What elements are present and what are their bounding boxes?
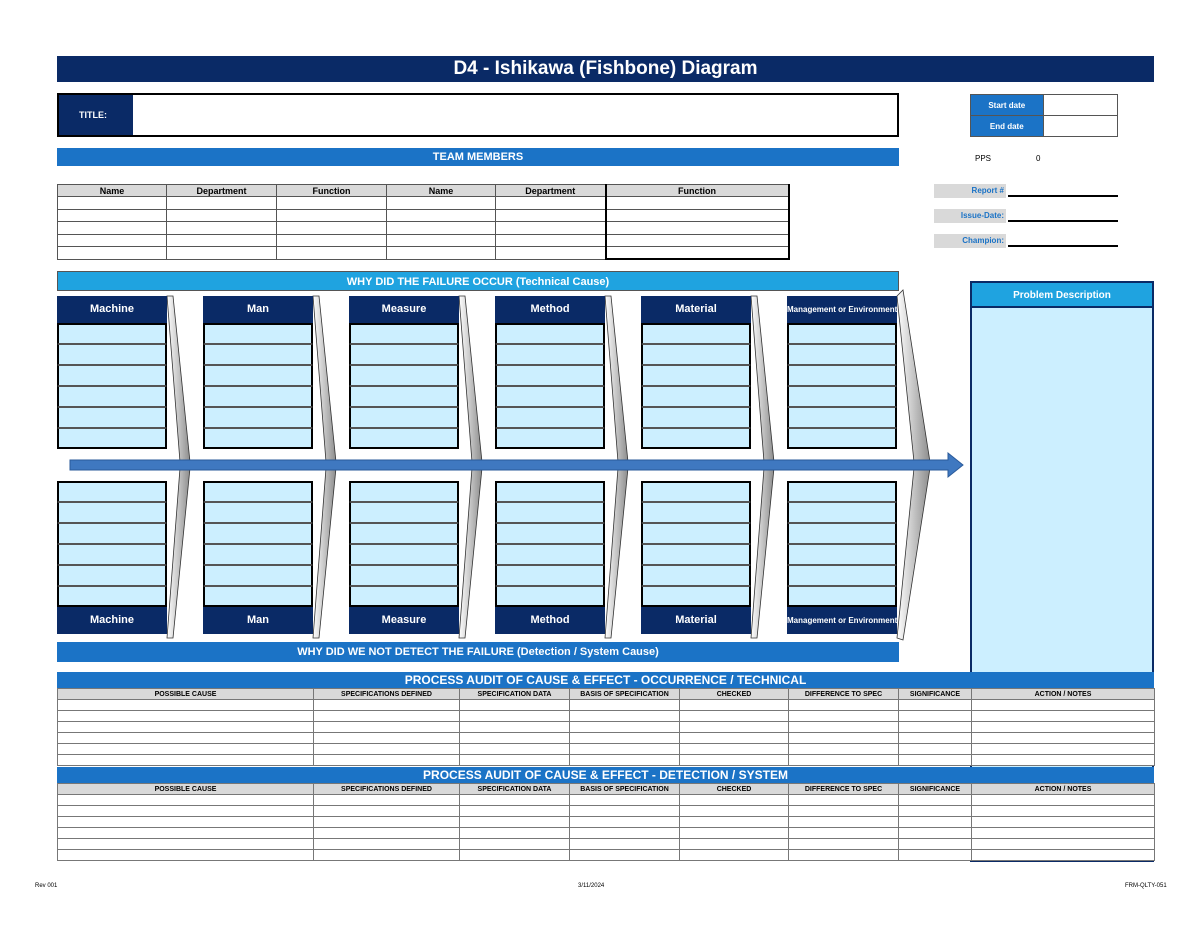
column-header: CHECKED	[680, 784, 789, 795]
cause-cell[interactable]	[349, 344, 459, 365]
table-cell[interactable]	[972, 806, 1155, 817]
bottom-machine-column	[57, 481, 167, 634]
cause-cell[interactable]	[203, 481, 313, 502]
cause-cell[interactable]	[787, 365, 897, 386]
table-cell[interactable]	[570, 850, 680, 861]
table-cell[interactable]	[460, 700, 570, 711]
cause-cell[interactable]	[641, 481, 751, 502]
table-cell[interactable]	[899, 839, 972, 850]
bottom-material-column	[641, 481, 751, 634]
cause-cell[interactable]	[203, 523, 313, 544]
pps-value: 0	[1036, 154, 1041, 163]
bone-machine-bottom	[167, 468, 190, 638]
table-row	[58, 806, 1155, 817]
cause-cell[interactable]	[57, 323, 167, 344]
table-cell[interactable]	[680, 795, 789, 806]
cause-cell[interactable]	[787, 544, 897, 565]
table-cell[interactable]	[789, 795, 899, 806]
cause-cell[interactable]	[57, 481, 167, 502]
team-members-header: TEAM MEMBERS	[57, 148, 899, 166]
title-label: TITLE:	[59, 95, 133, 135]
bone-material-bottom	[751, 468, 774, 638]
column-header: SPECIFICATION DATA	[460, 689, 570, 700]
category-method: Method	[495, 296, 605, 323]
table-row	[58, 755, 1155, 766]
table-cell[interactable]	[789, 817, 899, 828]
bottom-man-column	[203, 481, 313, 634]
column-header: POSSIBLE CAUSE	[58, 689, 314, 700]
column-header: Name	[58, 185, 167, 197]
cause-cell[interactable]	[203, 544, 313, 565]
report-number-label: Report #	[934, 184, 1006, 198]
table-cell[interactable]	[680, 850, 789, 861]
table-row	[58, 817, 1155, 828]
table-cell[interactable]	[680, 733, 789, 744]
cause-cell[interactable]	[203, 565, 313, 586]
table-cell[interactable]	[680, 700, 789, 711]
table-cell[interactable]	[680, 744, 789, 755]
category-man: Man	[203, 607, 313, 634]
table-cell[interactable]	[899, 755, 972, 766]
table-cell[interactable]	[789, 806, 899, 817]
table-cell[interactable]	[314, 733, 460, 744]
cause-cell[interactable]	[641, 502, 751, 523]
table-cell[interactable]	[789, 839, 899, 850]
cause-cell[interactable]	[349, 407, 459, 428]
column-header: SIGNIFICANCE	[899, 784, 972, 795]
cause-cell[interactable]	[495, 407, 605, 428]
cause-cell[interactable]	[787, 428, 897, 449]
cause-cell[interactable]	[349, 386, 459, 407]
table-cell[interactable]	[58, 711, 314, 722]
table-row	[58, 850, 1155, 861]
cause-cell[interactable]	[349, 523, 459, 544]
cause-cell[interactable]	[641, 544, 751, 565]
bottom-management-column	[787, 481, 897, 634]
cause-cell[interactable]	[641, 365, 751, 386]
column-header: SPECIFICATIONS DEFINED	[314, 689, 460, 700]
cause-cell[interactable]	[495, 365, 605, 386]
table-cell[interactable]	[680, 806, 789, 817]
category-measure: Measure	[349, 607, 459, 634]
column-header: DIFFERENCE TO SPEC	[789, 784, 899, 795]
table-cell[interactable]	[972, 828, 1155, 839]
cause-cell[interactable]	[641, 565, 751, 586]
start-date-label: Start date	[971, 95, 1044, 116]
cause-cell[interactable]	[57, 565, 167, 586]
table-cell[interactable]	[314, 817, 460, 828]
table-cell[interactable]	[570, 744, 680, 755]
category-management: Management or Environment	[787, 607, 897, 634]
table-cell[interactable]	[460, 806, 570, 817]
cause-cell[interactable]	[203, 323, 313, 344]
category-measure: Measure	[349, 296, 459, 323]
table-cell[interactable]	[899, 700, 972, 711]
cause-cell[interactable]	[57, 523, 167, 544]
top-machine-column	[57, 296, 167, 449]
table-cell[interactable]	[460, 711, 570, 722]
cause-cell[interactable]	[641, 523, 751, 544]
table-cell[interactable]	[58, 795, 314, 806]
pps-label: PPS	[975, 154, 992, 163]
bone-measure-top	[459, 296, 482, 462]
audit-technical-table	[57, 688, 1155, 766]
table-cell[interactable]	[680, 828, 789, 839]
cause-cell[interactable]	[495, 502, 605, 523]
table-cell[interactable]	[314, 806, 460, 817]
bottom-measure-column	[349, 481, 459, 634]
table-cell[interactable]	[789, 755, 899, 766]
cause-cell[interactable]	[349, 481, 459, 502]
cause-cell[interactable]	[203, 502, 313, 523]
cause-cell[interactable]	[495, 523, 605, 544]
table-cell[interactable]	[899, 711, 972, 722]
table-cell[interactable]	[899, 806, 972, 817]
table-cell[interactable]	[58, 817, 314, 828]
problem-description-header: Problem Description	[972, 283, 1152, 308]
cause-cell[interactable]	[349, 502, 459, 523]
table-cell[interactable]	[680, 711, 789, 722]
top-man-column	[203, 296, 313, 449]
table-cell[interactable]	[570, 733, 680, 744]
category-material: Material	[641, 296, 751, 323]
issue-date-label: Issue-Date:	[934, 209, 1006, 223]
table-cell[interactable]	[314, 722, 460, 733]
cause-cell[interactable]	[203, 428, 313, 449]
table-cell[interactable]	[789, 722, 899, 733]
column-header: Function	[606, 185, 789, 197]
cause-cell[interactable]	[641, 344, 751, 365]
cause-cell[interactable]	[495, 481, 605, 502]
cause-cell[interactable]	[57, 365, 167, 386]
table-cell[interactable]	[460, 839, 570, 850]
table-cell[interactable]	[460, 755, 570, 766]
cause-cell[interactable]	[349, 323, 459, 344]
table-cell[interactable]	[570, 839, 680, 850]
table-cell[interactable]	[314, 755, 460, 766]
cause-cell[interactable]	[57, 407, 167, 428]
top-measure-column	[349, 296, 459, 449]
cause-cell[interactable]	[349, 365, 459, 386]
cause-cell[interactable]	[57, 544, 167, 565]
cause-cell[interactable]	[495, 586, 605, 607]
table-cell[interactable]	[972, 722, 1155, 733]
table-cell[interactable]	[314, 744, 460, 755]
column-header: CHECKED	[680, 689, 789, 700]
table-cell[interactable]	[972, 795, 1155, 806]
audit-detection-header: PROCESS AUDIT OF CAUSE & EFFECT - DETECTION / SYSTEM	[57, 767, 1154, 783]
table-cell[interactable]	[789, 711, 899, 722]
table-cell[interactable]	[972, 700, 1155, 711]
table-cell[interactable]	[972, 744, 1155, 755]
table-row	[58, 795, 1155, 806]
table-cell[interactable]	[58, 722, 314, 733]
cause-cell[interactable]	[787, 523, 897, 544]
audit-detection-table	[57, 783, 1155, 861]
category-machine: Machine	[57, 607, 167, 634]
column-header: ACTION / NOTES	[972, 689, 1155, 700]
cause-cell[interactable]	[203, 586, 313, 607]
table-cell[interactable]	[570, 795, 680, 806]
category-material: Material	[641, 607, 751, 634]
cause-cell[interactable]	[787, 386, 897, 407]
cause-cell[interactable]	[57, 502, 167, 523]
table-cell[interactable]	[899, 744, 972, 755]
detection-cause-header: WHY DID WE NOT DETECT THE FAILURE (Detection / System Cause)	[57, 642, 899, 662]
table-cell[interactable]	[899, 817, 972, 828]
column-header: Department	[167, 185, 277, 197]
champion-label: Champion:	[934, 234, 1006, 248]
cause-cell[interactable]	[787, 502, 897, 523]
cause-cell[interactable]	[641, 428, 751, 449]
cause-cell[interactable]	[495, 386, 605, 407]
table-row	[58, 711, 1155, 722]
cause-cell[interactable]	[495, 428, 605, 449]
column-header: Function	[277, 185, 387, 197]
table-cell[interactable]	[789, 744, 899, 755]
cause-cell[interactable]	[203, 407, 313, 428]
cause-cell[interactable]	[349, 544, 459, 565]
cause-cell[interactable]	[787, 344, 897, 365]
cause-cell[interactable]	[641, 323, 751, 344]
top-management-column	[787, 296, 897, 449]
column-header: Name	[387, 185, 496, 197]
cause-cell[interactable]	[787, 586, 897, 607]
cause-cell[interactable]	[787, 323, 897, 344]
table-cell[interactable]	[58, 755, 314, 766]
bone-management-bottom	[897, 468, 930, 640]
table-cell[interactable]	[899, 795, 972, 806]
table-cell[interactable]	[789, 700, 899, 711]
table-cell[interactable]	[460, 733, 570, 744]
category-method: Method	[495, 607, 605, 634]
bone-material-top	[751, 296, 774, 462]
column-header: BASIS OF SPECIFICATION	[570, 689, 680, 700]
table-cell[interactable]	[314, 700, 460, 711]
cause-cell[interactable]	[57, 386, 167, 407]
table-cell[interactable]	[314, 828, 460, 839]
table-row	[58, 839, 1155, 850]
table-cell[interactable]	[680, 755, 789, 766]
table-cell[interactable]	[680, 817, 789, 828]
table-cell[interactable]	[680, 722, 789, 733]
table-cell[interactable]	[899, 828, 972, 839]
cause-cell[interactable]	[787, 481, 897, 502]
table-cell[interactable]	[680, 839, 789, 850]
bone-measure-bottom	[459, 468, 482, 638]
end-date-label: End date	[971, 116, 1044, 137]
column-header: DIFFERENCE TO SPEC	[789, 689, 899, 700]
table-cell[interactable]	[972, 817, 1155, 828]
table-cell[interactable]	[460, 744, 570, 755]
cause-cell[interactable]	[641, 386, 751, 407]
category-man: Man	[203, 296, 313, 323]
cause-cell[interactable]	[203, 386, 313, 407]
column-header: POSSIBLE CAUSE	[58, 784, 314, 795]
table-cell[interactable]	[58, 850, 314, 861]
table-cell[interactable]	[460, 828, 570, 839]
table-cell[interactable]	[899, 733, 972, 744]
table-cell[interactable]	[460, 817, 570, 828]
column-header: BASIS OF SPECIFICATION	[570, 784, 680, 795]
table-cell[interactable]	[460, 722, 570, 733]
column-header: Department	[496, 185, 606, 197]
technical-cause-header: WHY DID THE FAILURE OCCUR (Technical Cause)	[57, 271, 899, 291]
table-cell[interactable]	[58, 700, 314, 711]
footer-date: 3/11/2024	[578, 883, 605, 889]
audit-technical-header: PROCESS AUDIT OF CAUSE & EFFECT - OCCURRENCE / TECHNICAL	[57, 672, 1154, 688]
table-cell[interactable]	[972, 850, 1155, 861]
table-cell[interactable]	[899, 850, 972, 861]
column-header: SIGNIFICANCE	[899, 689, 972, 700]
cause-cell[interactable]	[57, 428, 167, 449]
footer-form-number: FRM-QLTY-051	[1125, 883, 1167, 889]
page-title: D4 - Ishikawa (Fishbone) Diagram	[57, 56, 1154, 82]
cause-cell[interactable]	[349, 428, 459, 449]
bone-machine-top	[167, 296, 190, 462]
column-header: ACTION / NOTES	[972, 784, 1155, 795]
bone-man-top	[313, 296, 336, 462]
bone-method-top	[605, 296, 628, 462]
table-cell[interactable]	[58, 839, 314, 850]
cause-cell[interactable]	[495, 544, 605, 565]
cause-cell[interactable]	[349, 565, 459, 586]
table-cell[interactable]	[58, 733, 314, 744]
category-management: Management or Environment	[787, 296, 897, 323]
column-header: SPECIFICATION DATA	[460, 784, 570, 795]
table-cell[interactable]	[314, 795, 460, 806]
table-cell[interactable]	[570, 722, 680, 733]
column-header: SPECIFICATIONS DEFINED	[314, 784, 460, 795]
cause-cell[interactable]	[641, 407, 751, 428]
table-cell[interactable]	[58, 744, 314, 755]
table-row	[58, 828, 1155, 839]
cause-cell[interactable]	[349, 586, 459, 607]
table-cell[interactable]	[789, 828, 899, 839]
footer-revision: Rev 001	[35, 883, 58, 889]
table-cell[interactable]	[570, 711, 680, 722]
cause-cell[interactable]	[57, 586, 167, 607]
bone-management-top	[897, 290, 930, 462]
table-cell[interactable]	[570, 817, 680, 828]
cause-cell[interactable]	[57, 344, 167, 365]
table-cell[interactable]	[570, 828, 680, 839]
bone-method-bottom	[605, 468, 628, 638]
bottom-method-column	[495, 481, 605, 634]
cause-cell[interactable]	[787, 565, 897, 586]
cause-cell[interactable]	[641, 586, 751, 607]
cause-cell[interactable]	[495, 344, 605, 365]
table-cell[interactable]	[58, 806, 314, 817]
table-cell[interactable]	[570, 700, 680, 711]
table-row	[58, 744, 1155, 755]
table-cell[interactable]	[972, 839, 1155, 850]
table-cell[interactable]	[789, 733, 899, 744]
cause-cell[interactable]	[787, 407, 897, 428]
table-cell[interactable]	[570, 755, 680, 766]
table-cell[interactable]	[972, 711, 1155, 722]
table-cell[interactable]	[460, 795, 570, 806]
spine-arrow	[70, 453, 963, 477]
cause-cell[interactable]	[495, 565, 605, 586]
table-cell[interactable]	[899, 722, 972, 733]
table-row	[58, 700, 1155, 711]
table-cell[interactable]	[58, 828, 314, 839]
bone-man-bottom	[313, 468, 336, 638]
table-cell[interactable]	[570, 806, 680, 817]
category-machine: Machine	[57, 296, 167, 323]
table-cell[interactable]	[972, 755, 1155, 766]
table-cell[interactable]	[314, 839, 460, 850]
table-cell[interactable]	[460, 850, 570, 861]
table-cell[interactable]	[972, 733, 1155, 744]
cause-cell[interactable]	[495, 323, 605, 344]
table-row	[58, 722, 1155, 733]
cause-cell[interactable]	[203, 365, 313, 386]
table-cell[interactable]	[314, 850, 460, 861]
top-material-column	[641, 296, 751, 449]
table-cell[interactable]	[314, 711, 460, 722]
top-method-column	[495, 296, 605, 449]
table-cell[interactable]	[789, 850, 899, 861]
cause-cell[interactable]	[203, 344, 313, 365]
table-row	[58, 733, 1155, 744]
